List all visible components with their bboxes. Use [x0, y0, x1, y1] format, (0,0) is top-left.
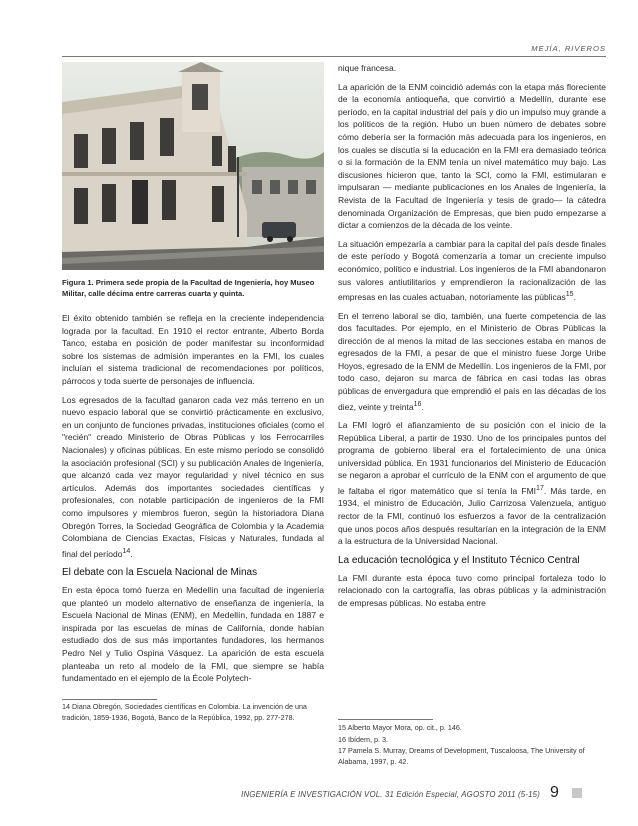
page-marker [572, 788, 582, 798]
footnote-ref: 15 [565, 290, 574, 299]
journal-footer: INGENIERÍA E INVESTIGACIÓN VOL. 31 Edición Especial, AGOSTO 2011 (5-15) [241, 790, 540, 799]
page-number: 9 [550, 784, 559, 801]
section-heading: El debate con la Escuela Nacional de Minas [62, 567, 258, 579]
footnote-ref: 14 [122, 546, 131, 555]
footnotes-left [62, 702, 324, 724]
running-head: MEJÍA, RIVEROS [531, 44, 606, 53]
paragraph: Los egresados de la facultad ganaron cada vez más terreno en un nuevo espacio laboral que se convirtió prácticamente en exclusivo, en un conjunto de funciones privadas, instituciones oficiales (como el "recién" creado Ministerio de Obras Públicas y los Ferrocarriles Nacionales) y oficinas públicas. En este mismo período se consolidó la asociación profesional (SCI) y su publicación Anales de Ingeniería, que alcanzó cada vez mayor regularidad y nivel técnico en sus artículos. Además dos importantes sociedades científicas y profesionales, con notable participación de ingenieros de la FMI como impulsores y miembros fueron, según la historiadora Diana Obregón Torres, la Sociedad Geográfica de Colombia y la Academia Colombiana de Ciencias Exactas, Físicas y Naturales, fundada al final del período$^{14}$. [62, 394, 324, 559]
paragraph: nique francesa. [338, 63, 397, 73]
footnote: 14 Diana Obregón, Sociedades científicas en Colombia. La invención de una tradición, 1859-1936, Bogotá, Banco de la República, 1992, pp. 277-278. [62, 702, 307, 722]
left-column [62, 312, 324, 691]
footnote: 16 Ibídem, p. 3. [338, 734, 388, 744]
paragraph: El éxito obtenido también se refleja en la creciente independencia lograda por la facultad. En 1910 el rector entrante, Alberto Borda Tanco, estaba en posición de poder manifestar su inconformidad sobre los sistemas de admisión imperantes en la FMI, los cuales incluían el sistema tradicional de recomendaciones por políticos, párrocos y toda suerte de personajes de influencia. [62, 313, 324, 386]
footnote: 17 Pamela S. Murray, Dreams of Development, Tuscaloosa, The University of Alabama, 1997, p. 42. [338, 746, 585, 766]
paragraph: La FMI logró el afianzamiento de su posición con el inicio de la República Liberal, a partir de 1930. Uno de los principales puntos del programa de gobierno liberal era el fortalecimiento de una única universidad pública. En 1931 funcionarios del Ministerio de Educación se negaron a aprobar el currículo de la ENM con el argumento de que le faltaba el rigor matemático que sí tenía la FMI$^{17}$. Más tarde, en 1934, el ministro de Educación, Julio Carrizosa Valenzuela, antiguo rector de la FMI, continuó los esfuerzos a favor de la centralización que unos pocos años después resultarían en la integración de la ENM a la estructura de la Universidad Nacional. [338, 420, 606, 547]
building-illustration [62, 62, 324, 270]
paragraph: La FMI durante esta época tuvo como principal fortaleza todo lo relacionado con la cartografía, las obras públicas y la administración de empresas públicas. No estaba entre [338, 572, 606, 609]
footnotes-right [338, 723, 606, 768]
right-column [338, 62, 606, 616]
footnote-rule [62, 699, 157, 700]
footnote-ref: 16 [413, 399, 422, 408]
footnote: 15 Alberto Mayor Mora, op. cit., p. 146. [338, 723, 462, 732]
header-rule [62, 56, 606, 57]
paragraph: En el terreno laboral se dio, también, una fuerte competencia de las dos facultades. Por ejemplo, en el Ministerio de Obras Públicas la dirección de al menos la mitad de las secciones estaba en manos de egresados de la FMI, a pesar de que el ministro fuese Jorge Uribe Hoyos, egresado de la ENM de Medellín. Los ingenieros de la FMI, por todo caso, dejaron su marca de fábrica en casi todas las obras públicas de envergadura que emprendió el país en las décadas de los diez, veinte y treinta$^{16}$. [338, 310, 606, 412]
paragraph: La aparición de la ENM coincidió además con la etapa más floreciente de la economía antioqueña, que convirtió a Medellín, durante ese período, en la capital industrial del país y dio un impulso muy grande a los políticos de la región. Hubo un buen número de debates sobre cómo debería ser la formación más adecuada para los ingenieros, en los cuales se discutía si la educación en la FMI era demasiado teórica o si la formación de la ENM tenía un nivel matemático muy bajo. Las discusiones hicieron que, tanto la SCI, como la FMI, estimularan e impulsaran — mediante publicaciones en los Anales de Ingeniería, la Revista de la Facultad de Ingeniería y tesis de grado— la cátedra denominada Organización de Empresas, que bien pudo empezarse a dictar a comienzos de la década de los veinte. [338, 81, 606, 231]
section-heading: La educación tecnológica y el Instituto Técnico Central [338, 554, 580, 566]
figure-photo [62, 62, 324, 270]
paragraph: En esta época tomó fuerza en Medellín una facultad de ingeniería que planteó un modelo alternativo de enseñanza de ingeniería, la Escuela Nacional de Minas (ENM), en Medellín, fundada en 1887 e inspirada por las escuelas de minas de California, donde habían estudiado dos de sus más importantes fundadores, los hermanos Pedro Nel y Tulio Ospina Vásquez. La aparición de esta escuela planteaba un reto al modelo de la FMI, que siempre se había fundamentado en el ejemplo de la École Polytech- [62, 585, 324, 684]
paragraph: La situación empezaría a cambiar para la capital del país desde finales de este período y Bogotá comenzaría a tomar un creciente impulso económico, político e industrial. Los ingenieros de la FMI abandonaron sus valores antiutilitarios y emprendieron la racionalización de las empresas en las cuales actuaban, notoriamente las públicas$^{15}$. [338, 238, 606, 302]
figure-caption: Figura 1. Primera sede propia de la Facultad de Ingeniería, hoy Museo Militar, calle décima entre carreras cuarta y quinta. [62, 278, 315, 298]
footnote-ref: 17 [536, 484, 544, 493]
footnote-rule [338, 719, 433, 720]
